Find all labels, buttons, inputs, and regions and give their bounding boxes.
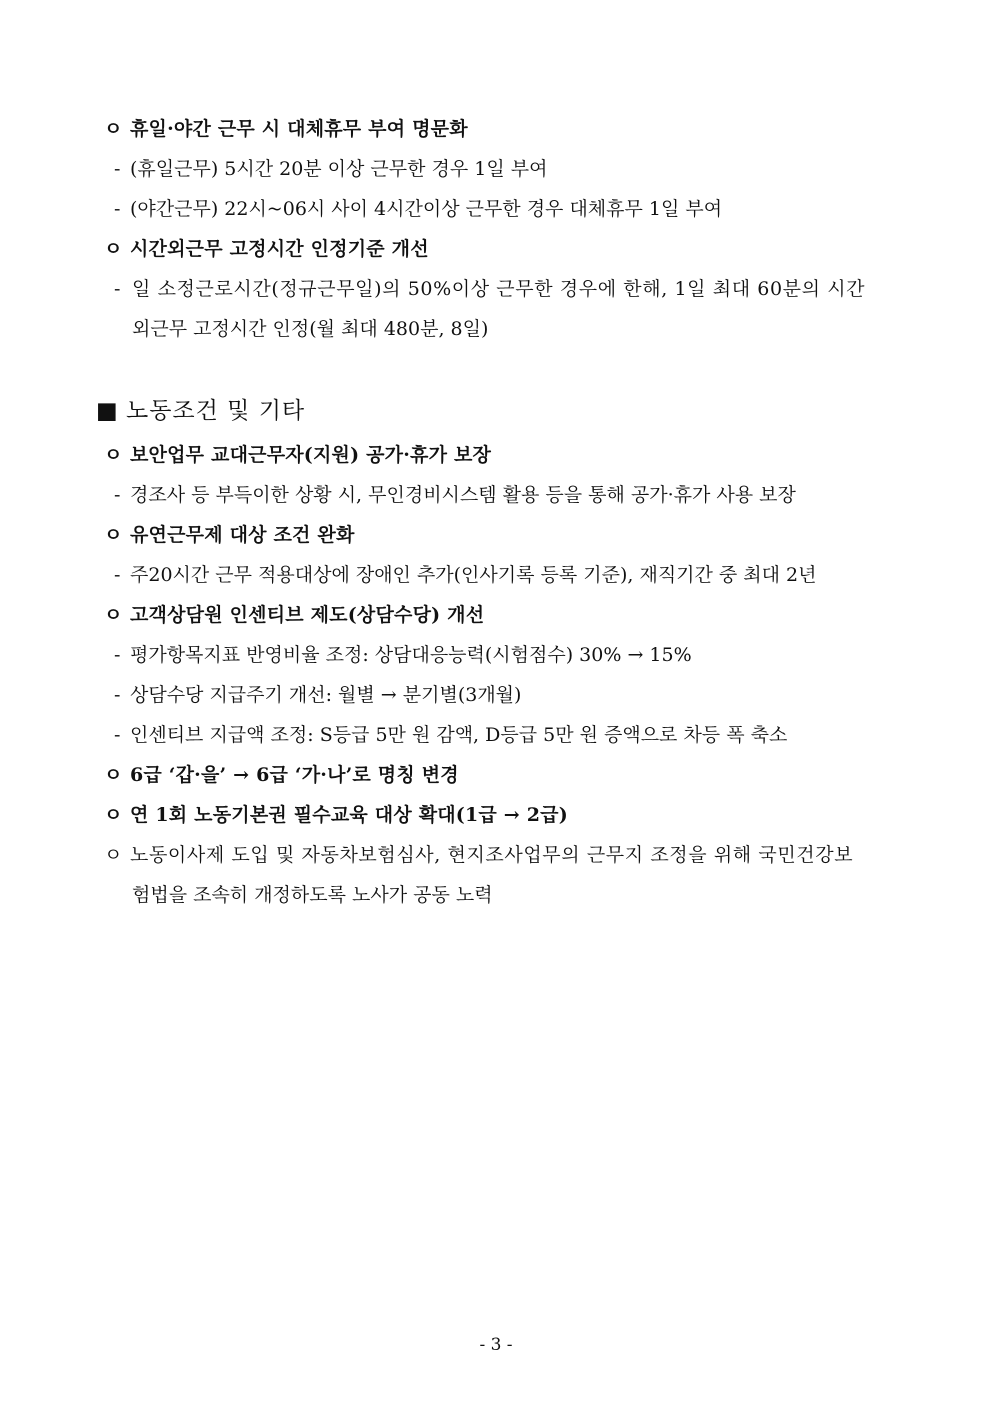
item-security-leave: [104, 442, 491, 468]
subitem-night-work: [114, 196, 722, 222]
item-holiday-night-substitute-leave: [104, 116, 468, 142]
dash-bullet-icon: -: [114, 644, 121, 666]
subitem-text: (휴일근무) 5시간 20분 이상 근무한 경우 1일 부여: [130, 158, 548, 180]
item-grade-rename: [104, 762, 459, 788]
subitem-text: 일 소정근로시간(정규근무일)의 50%이상 근무한 경우에 한해, 1일 최대 60분의 시간: [132, 278, 866, 300]
subitem-overtime-criteria: [114, 276, 865, 302]
section-heading-text: 노동조건 및 기타: [126, 398, 306, 424]
page-number: - 3 -: [479, 1335, 513, 1355]
circle-bullet-icon: ㅇ: [104, 444, 123, 466]
item-text: 시간외근무 고정시간 인정기준 개선: [130, 238, 429, 260]
item-labor-rights-education: [104, 802, 568, 828]
item-text: 험법을 조속히 개정하도록 노사가 공동 노력: [132, 884, 493, 906]
square-bullet-icon: ■: [96, 398, 119, 424]
dash-bullet-icon: -: [114, 724, 121, 746]
circle-bullet-icon: ㅇ: [104, 524, 123, 546]
item-text: 6급 ‘갑·을’ → 6급 ‘가·나’로 명칭 변경: [130, 764, 459, 786]
subitem-text: 인센티브 지급액 조정: S등급 5만 원 감액, D등급 5만 원 증액으로 차등 폭 축소: [130, 724, 788, 746]
dash-bullet-icon: -: [114, 484, 121, 506]
circle-bullet-icon: ㅇ: [104, 764, 123, 786]
dash-bullet-icon: -: [114, 198, 121, 220]
subitem-flexible-work: [114, 562, 817, 588]
subitem-payment-cycle: [114, 682, 521, 708]
dash-bullet-icon: -: [114, 278, 122, 300]
item-text: 유연근무제 대상 조건 완화: [130, 524, 355, 546]
item-overtime-fixed-hours: [104, 236, 429, 262]
item-text: 연 1회 노동기본권 필수교육 대상 확대(1급 → 2급): [130, 804, 568, 826]
subitem-text: 외근무 고정시간 인정(월 최대 480분, 8일): [132, 318, 489, 340]
dash-bullet-icon: -: [114, 684, 121, 706]
item-counselor-incentive: [104, 602, 484, 628]
subitem-security-leave: [114, 482, 796, 508]
circle-bullet-icon: ㅇ: [104, 804, 123, 826]
subitem-incentive-amount: [114, 722, 787, 748]
circle-bullet-icon: ㅇ: [104, 238, 123, 260]
section-heading: [96, 396, 305, 426]
dash-bullet-icon: -: [114, 158, 121, 180]
dash-bullet-icon: -: [114, 564, 121, 586]
circle-bullet-icon: ㅇ: [104, 604, 123, 626]
item-flexible-work: [104, 522, 355, 548]
item-text: 휴일·야간 근무 시 대체휴무 부여 명문화: [130, 118, 468, 140]
subitem-text: 상담수당 지급주기 개선: 월별 → 분기별(3개월): [130, 684, 522, 706]
subitem-text: 경조사 등 부득이한 상황 시, 무인경비시스템 활용 등을 통해 공가·휴가 사용 보장: [130, 484, 796, 506]
subitem-text: 평가항목지표 반영비율 조정: 상담대응능력(시험점수) 30% → 15%: [130, 644, 692, 666]
circle-bullet-icon: ㅇ: [104, 844, 123, 866]
subitem-evaluation-ratio: [114, 642, 692, 668]
circle-bullet-icon: ㅇ: [104, 118, 123, 140]
item-health-insurance-act-cont: [132, 882, 493, 908]
item-text: 고객상담원 인센티브 제도(상담수당) 개선: [130, 604, 485, 626]
item-text: 보안업무 교대근무자(지원) 공가·휴가 보장: [130, 444, 492, 466]
subitem-text: 주20시간 근무 적용대상에 장애인 추가(인사기록 등록 기준), 재직기간 중 최대 2년: [130, 564, 817, 586]
subitem-overtime-criteria-cont: [132, 316, 488, 342]
subitem-holiday-work: [114, 156, 547, 182]
item-text: 노동이사제 도입 및 자동차보험심사, 현지조사업무의 근무지 조정을 위해 국민건강보: [130, 844, 854, 866]
subitem-text: (야간근무) 22시~06시 사이 4시간이상 근무한 경우 대체휴무 1일 부여: [130, 198, 723, 220]
item-health-insurance-act: [104, 842, 853, 868]
